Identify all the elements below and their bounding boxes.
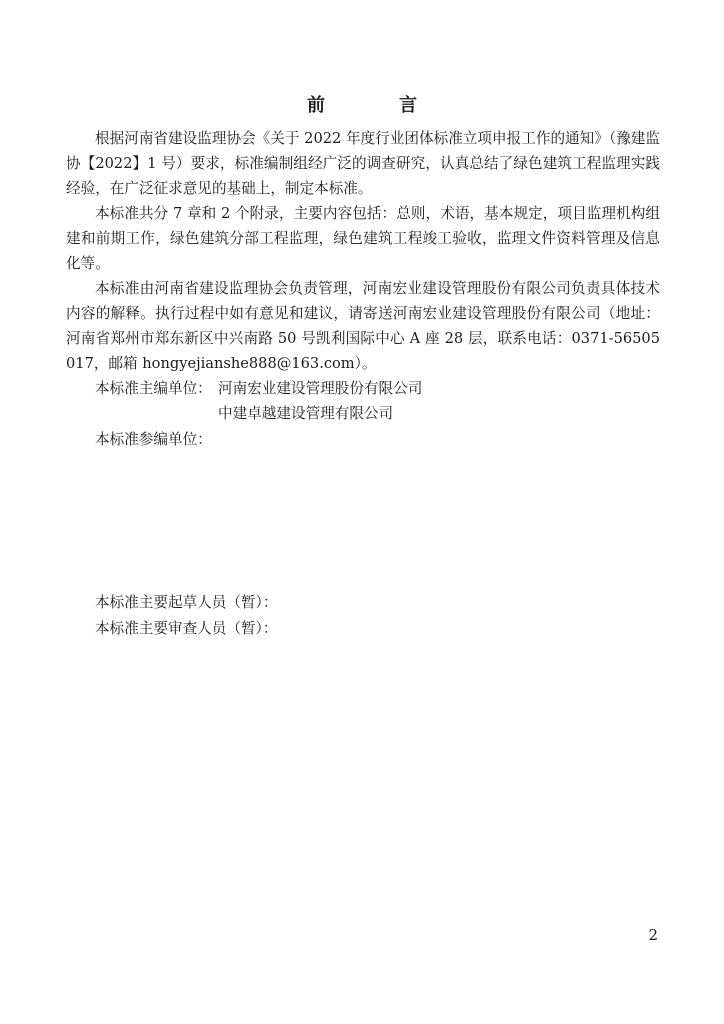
paragraph-management: 本标准由河南省建设监理协会负责管理，河南宏业建设管理股份有限公司负责具体技术内容的解释。执行过程中如有意见和建议，请寄送河南宏业建设管理股份有限公司（地址：河南省郑州市郑东新区中兴南路 50 号凯利国际中心 A 座 28 层，联系电话：0371-56505017，邮箱 hongyejianshe888@163.com）。	[66, 280, 660, 372]
paragraph-contents: 本标准共分 7 章和 2 个附录，主要内容包括：总则，术语，基本规定，项目监理机构组建和前期工作，绿色建筑分部工程监理，绿色建筑工程竣工验收，监理文件资料管理及信息化等。	[66, 205, 660, 272]
chief-editor-unit-1: 河南宏业建设管理股份有限公司	[218, 380, 423, 397]
reviewers-label: 本标准主要审查人员（暂）：	[95, 620, 278, 637]
participating-units-label: 本标准参编单位：	[95, 431, 212, 448]
page-number: 2	[648, 926, 658, 944]
preface-body	[66, 126, 660, 376]
page-title: 前 言	[307, 95, 445, 116]
chief-editor-unit-2: 中建卓越建设管理有限公司	[218, 405, 394, 422]
drafters-label: 本标准主要起草人员（暂）：	[95, 594, 278, 611]
paragraph-background: 根据河南省建设监理协会《关于 2022 年度行业团体标准立项申报工作的通知》（豫建监协【2022】1 号）要求，标准编制组经广泛的调查研究，认真总结了绿色建筑工程监理实践经验，在广泛征求意见的基础上，制定本标准。	[66, 130, 660, 197]
chief-editor-label: 本标准主编单位：	[95, 380, 212, 397]
